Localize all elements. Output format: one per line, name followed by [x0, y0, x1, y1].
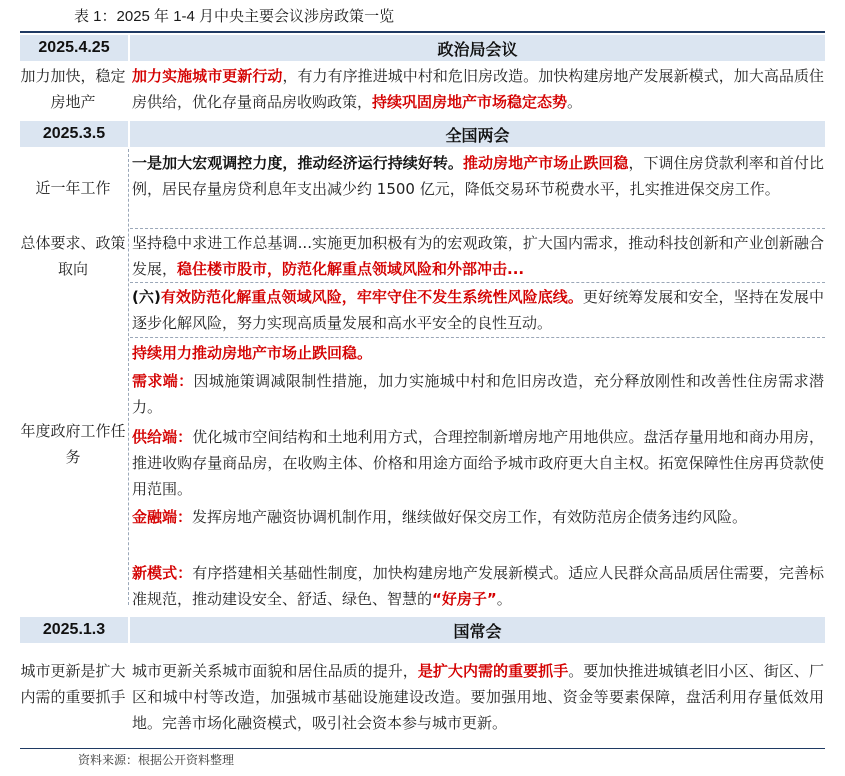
meeting-date: 2025.3.5: [42, 125, 106, 142]
row-divider: [130, 228, 825, 229]
highlight-text: 需求端：: [132, 372, 194, 390]
meeting-name: 政治局会议: [437, 39, 518, 59]
row-label: 近一年工作: [35, 179, 111, 197]
highlight-text: 有效防范化解重点领域风险，牢牢守住不发生系统性风险底线。: [160, 288, 583, 306]
row-label: 年度政府工作任务: [20, 422, 126, 466]
column-divider: [128, 149, 129, 605]
body-text: 更好统筹发展和安全，坚持在发展中逐步化解风险，努力实现高质量发展和高水平安全的良性互动。: [132, 288, 824, 332]
highlight-text: 推动房地产市场止跌回稳: [462, 154, 629, 172]
body-text: 有序搭建相关基础性制度，加快构建房地产发展新模式。适应人民群众高品质居住需要，完善标准规范，推动建设安全、舒适、绿色、智慧的: [132, 564, 824, 608]
meeting-name: 国常会: [453, 621, 502, 641]
highlight-text: “好房子”: [432, 590, 497, 608]
row-label: 加力加快，稳定房地产: [20, 67, 126, 111]
body-text: 。: [496, 590, 512, 608]
bottom-rule: [20, 748, 825, 749]
meeting-name: 全国两会: [445, 125, 510, 145]
row-content: [132, 63, 824, 115]
meeting-header-politburo: [20, 35, 825, 61]
body-text: 城市更新关系城市面貌和居住品质的提升，: [132, 662, 418, 680]
row-content: [132, 424, 824, 502]
body-text: 因城施策调减限制性措施，加力实施城中村和危旧房改造，充分释放刚性和改善性住房需求潜力。: [132, 372, 824, 416]
bold-text: (六): [132, 288, 161, 306]
meeting-date: 2025.1.3: [42, 621, 106, 638]
source-note: 资料来源：根据公开资料整理: [78, 753, 235, 767]
row-content: [132, 658, 824, 736]
highlight-text: 供给端：: [132, 428, 193, 446]
bold-text: 一是加大宏观调控力度，推动经济运行持续好转。: [132, 154, 463, 172]
row-content: [132, 150, 824, 202]
highlight-text: 稳住楼市股市，防范化解重点领域风险和外部冲击...: [177, 260, 525, 278]
meeting-header-state-council: [20, 617, 825, 643]
row-content: [132, 340, 824, 366]
table-title: 表 1：2025 年 1-4 月中央主要会议涉房政策一览: [74, 8, 395, 25]
body-text: ，有力有序推进城中村和危旧房改造。加快构建房地产发展新模式，加大高品质住房供给，优化存量商品房收购政策，: [132, 67, 824, 111]
body-text: 发挥房地产融资协调机制作用，继续做好保交房工作，有效防范房企债务违约风险。: [192, 508, 748, 526]
highlight-text: 金融端：: [132, 508, 193, 526]
meeting-header-two-sessions: [20, 121, 825, 147]
highlight-text: 新模式：: [132, 564, 193, 582]
body-text: 。要加快推进城镇老旧小区、街区、厂区和城中村等改造，加强城市基础设施建设改造。要加强用地、资金等要素保障，盘活利用存量低效用地。完善市场化融资模式，吸引社会资本参与城市更新。: [132, 662, 824, 732]
body-text: 坚持稳中求进工作总基调...实施更加积极有为的宏观政策，扩大国内需求，推动科技创新和产业创新融合发展，: [132, 234, 824, 278]
row-divider: [130, 282, 825, 283]
row-content: [132, 230, 824, 282]
row-content: [132, 560, 824, 612]
row-content: [132, 504, 824, 530]
row-content: [132, 284, 824, 336]
row-content: [132, 368, 824, 420]
meeting-date: 2025.4.25: [38, 39, 110, 56]
highlight-text: 持续用力推动房地产市场止跌回稳。: [132, 344, 373, 362]
highlight-text: 加力实施城市更新行动: [132, 67, 283, 85]
highlight-text: 持续巩固房地产市场稳定态势: [372, 93, 568, 111]
top-rule: [20, 31, 825, 33]
body-text: 。: [567, 93, 583, 111]
row-label: 城市更新是扩大内需的重要抓手: [20, 662, 126, 706]
body-text: 优化城市空间结构和土地利用方式，合理控制新增房地产用地供应。盘活存量用地和商办用房，推进收购存量商品房，在收购主体、价格和用途方面给予城市政府更大自主权。拓宽保障性住房再贷款使用范围。: [132, 428, 824, 498]
body-text: ，下调住房贷款利率和首付比例，居民存量房贷利息年支出减少约 1500 亿元，降低交易环节税费水平，扎实推进保交房工作。: [132, 154, 824, 198]
highlight-text: 是扩大内需的重要抓手: [417, 662, 569, 680]
row-divider: [130, 337, 825, 338]
row-label: 总体要求、政策取向: [20, 234, 126, 278]
